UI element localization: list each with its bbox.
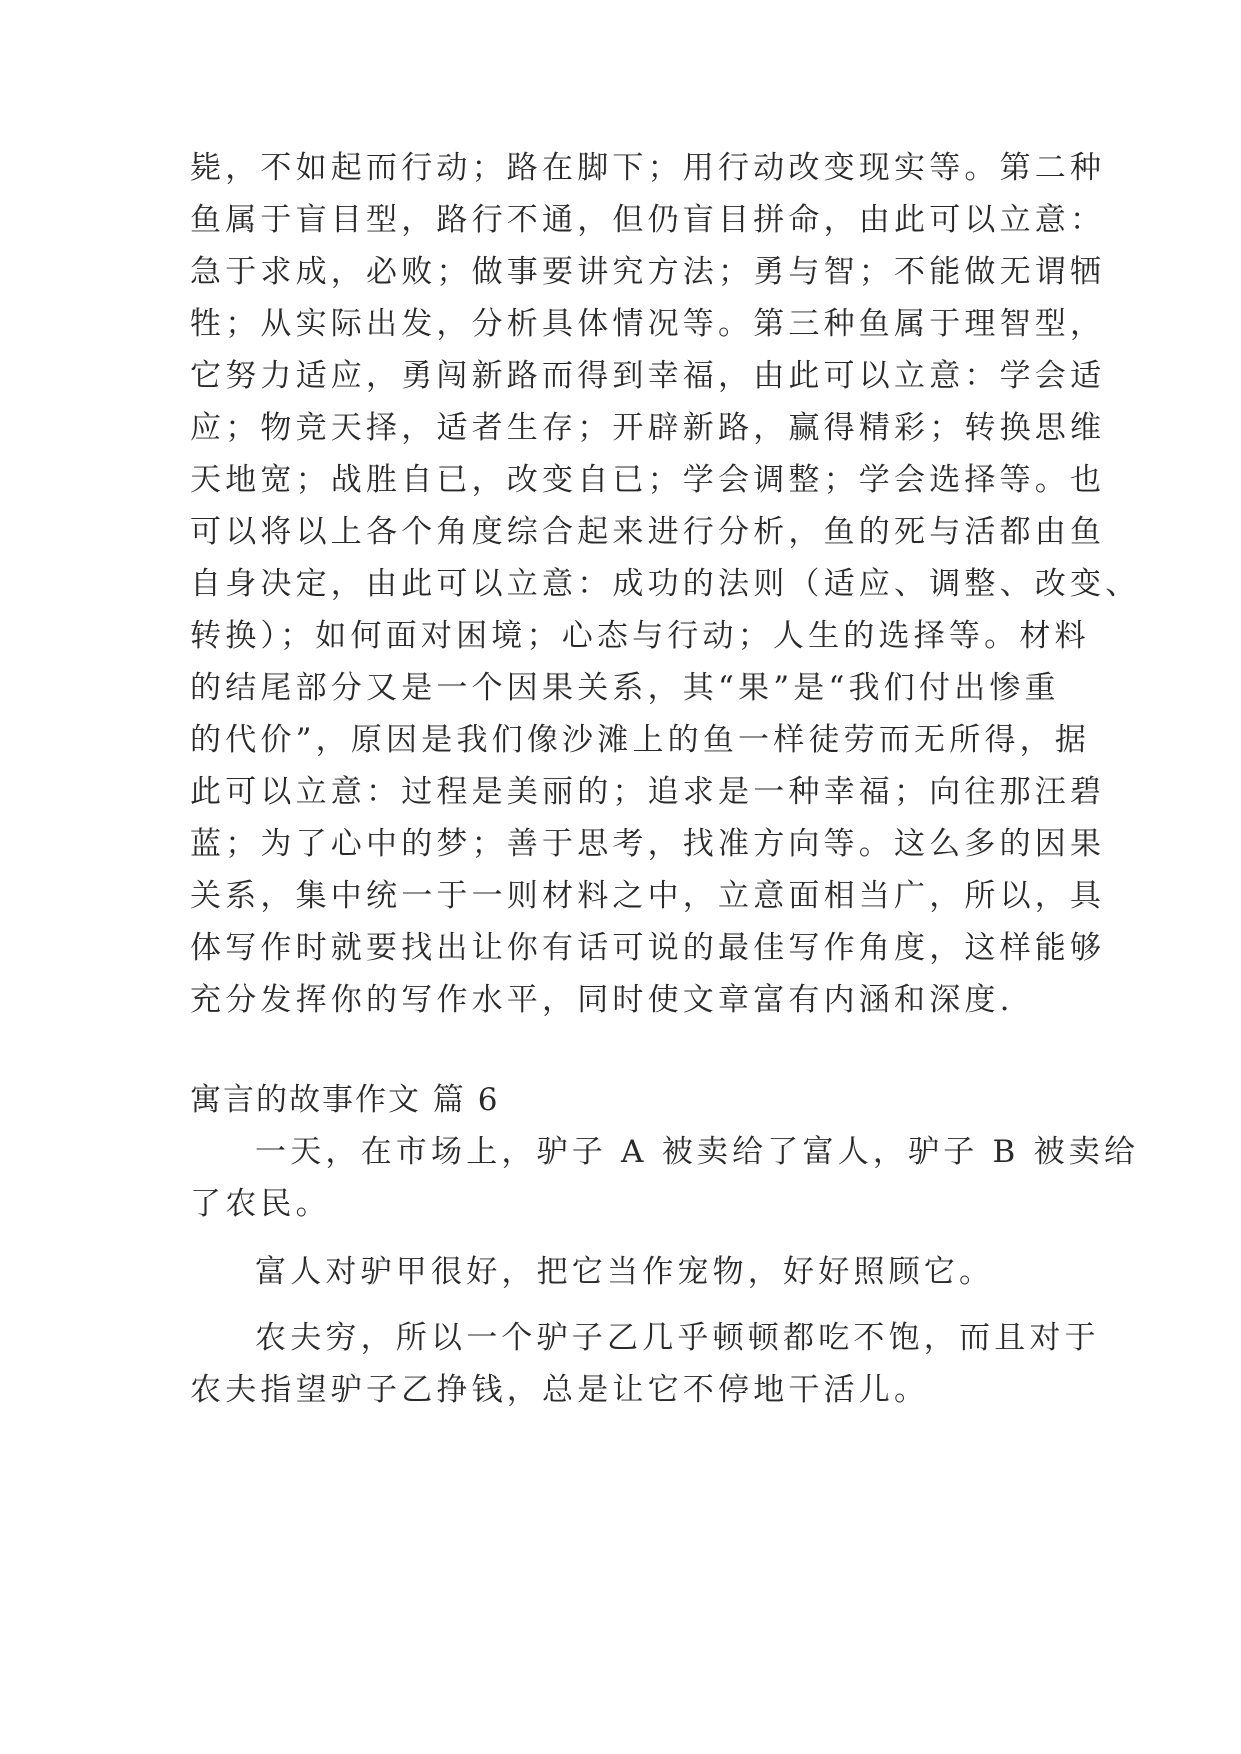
paragraph-1-line-3: 急于求成，必败；做事要讲究方法；勇与智；不能做无谓牺	[190, 254, 1106, 290]
paragraph-4-line-1: 农夫穷，所以一个驴子乙几乎顿顿都吃不饱，而且对于	[255, 1320, 1100, 1356]
paragraph-1-line-17: 充分发挥你的写作水平，同时使文章富有内涵和深度.	[190, 982, 1014, 1018]
paragraph-1-line-6: 应；物竞天择，适者生存；开辟新路，赢得精彩；转换思维	[190, 410, 1106, 446]
paragraph-1-line-16: 体写作时就要找出让你有话可说的最佳写作角度，这样能够	[190, 930, 1106, 966]
paragraph-1-line-1: 毙，不如起而行动；路在脚下；用行动改变现实等。第二种	[190, 150, 1106, 186]
paragraph-1-line-5: 它努力适应，勇闯新路而得到幸福，由此可以立意：学会适	[190, 358, 1106, 394]
paragraph-1-line-14: 蓝；为了心中的梦；善于思考，找准方向等。这么多的因果	[190, 826, 1106, 862]
paragraph-1-line-15: 关系，集中统一于一则材料之中，立意面相当广，所以，具	[190, 878, 1106, 914]
paragraph-2-line-1: 一天，在市场上，驴子 A 被卖给了富人，驴子 B 被卖给	[255, 1134, 1140, 1170]
paragraph-1-line-7: 天地宽；战胜自已，改变自已；学会调整；学会选择等。也	[190, 462, 1106, 498]
paragraph-2-line-2: 了农民。	[190, 1186, 331, 1222]
paragraph-1-line-10: 转换）；如何面对困境；心态与行动；人生的选择等。材料	[190, 618, 1090, 654]
section-heading: 寓言的故事作文 篇 6	[190, 1082, 500, 1118]
paragraph-1-line-13: 此可以立意：过程是美丽的；追求是一种幸福；向往那汪碧	[190, 774, 1106, 810]
paragraph-4-line-2: 农夫指望驴子乙挣钱，总是让它不停地干活儿。	[190, 1372, 930, 1408]
paragraph-3: 富人对驴甲很好，把它当作宠物，好好照顾它。	[255, 1254, 995, 1290]
paragraph-1-line-4: 牲；从实际出发，分析具体情况等。第三种鱼属于理智型，	[190, 306, 1106, 342]
paragraph-1-line-9: 自身决定，由此可以立意：成功的法则（适应、调整、改变、	[190, 566, 1141, 602]
paragraph-1-line-2: 鱼属于盲目型，路行不通，但仍盲目拼命，由此可以立意：	[190, 202, 1106, 238]
paragraph-1-line-11: 的结尾部分又是一个因果关系，其“果”是“我们付出惨重	[190, 670, 1060, 706]
paragraph-1-line-12: 的代价”，原因是我们像沙滩上的鱼一样徒劳而无所得，据	[190, 722, 1091, 758]
paragraph-1-line-8: 可以将以上各个角度综合起来进行分析，鱼的死与活都由鱼	[190, 514, 1106, 550]
